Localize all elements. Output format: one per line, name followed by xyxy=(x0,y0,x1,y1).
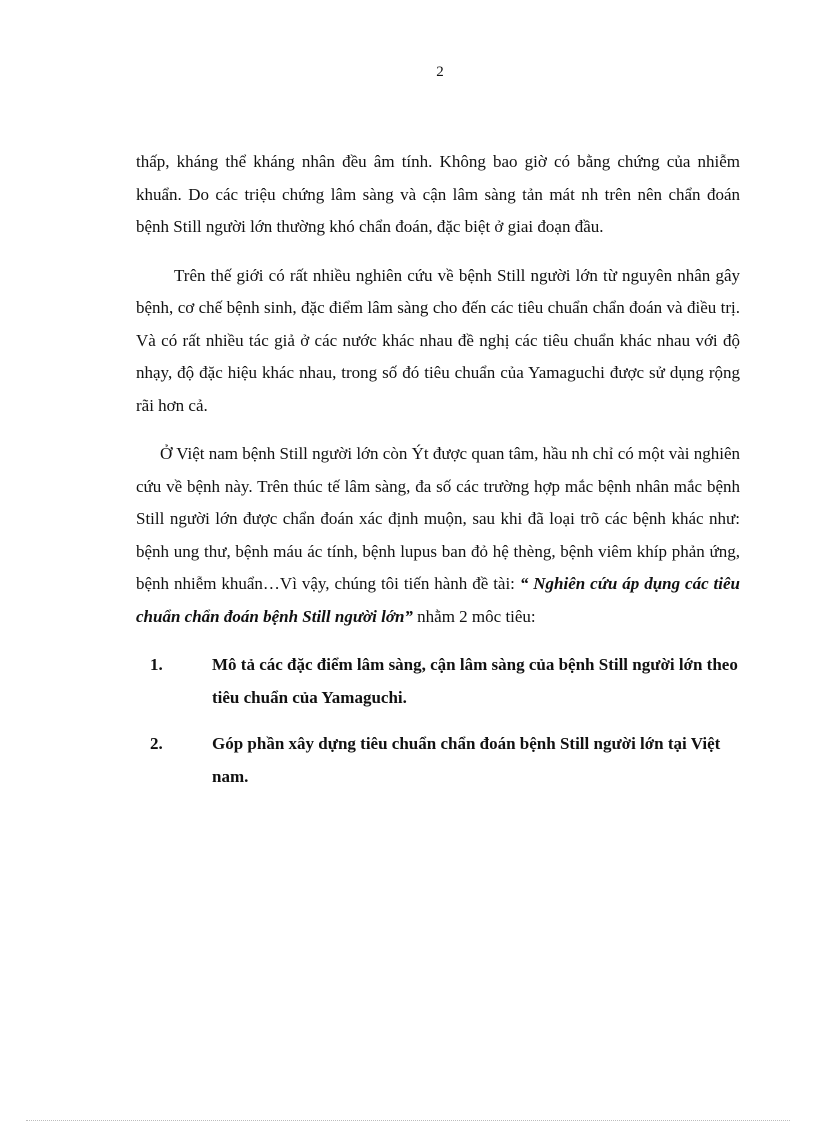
objective-text: Góp phần xây dựng tiêu chuẩn chẩn đoán bệnh Still người lớn tại Việt nam. xyxy=(212,734,721,786)
paragraph-vietnam-research xyxy=(136,438,740,633)
paragraph-text-after: nhằm 2 môc tiêu: xyxy=(412,606,536,626)
paragraph-continuation: thấp, kháng thể kháng nhân đều âm tính. Không bao giờ có bằng chứng của nhiễm khuẩn. Do các triệu chứng lâm sàng và cận lâm sàng tản mát nh trên nên chẩn đoán bệnh Still người lớn thường khó chẩn đoán, đặc biệt ở giai đoạn đầu. xyxy=(136,152,740,236)
page-number: 2 xyxy=(436,64,444,80)
paragraph-world-research: Trên thế giới có rất nhiều nghiên cứu về bệnh Still người lớn từ nguyên nhân gây bệnh, cơ chế bệnh sinh, đặc điểm lâm sàng cho đến các tiêu chuẩn chẩn đoán và điều trị. Và có rất nhiều tác giả ở các nước khác nhau đề nghị các tiêu chuẩn khác nhau với độ nhạy, độ đặc hiệu khác nhau, trong số đó tiêu chuẩn của Yamaguchi được sử dụng rộng rãi hơn cả. xyxy=(136,265,740,415)
study-title: “ Nghiên cứu áp dụng các tiêu chuẩn chẩn đoán bệnh Still người lớn” xyxy=(136,574,740,626)
objective-number: 1. xyxy=(150,655,163,674)
objectives-list xyxy=(136,649,740,793)
document-body xyxy=(136,146,740,807)
objective-number: 2. xyxy=(150,734,163,753)
objective-item xyxy=(136,649,740,714)
paragraph-text-before: Ở Việt nam bệnh Still người lớn còn Ýt được quan tâm, hầu nh chỉ có một vài nghiên cứu về bệnh này. Trên thúc tế lâm sàng, đa số các trường hợp mắc bệnh nhân mắc bệnh Still người lớn được chẩn đoán xác định muộn, sau khi đã loại trõ các bệnh khác như: bệnh ung thư, bệnh máu ác tính, bệnh lupus ban đỏ hệ thèng, bệnh viêm khíp phản ứng, bệnh nhiễm khuẩn…Vì vậy, chúng tôi tiến hành đề tài: xyxy=(136,444,740,593)
objective-item xyxy=(136,728,740,793)
page-bottom-divider xyxy=(26,1120,790,1121)
objective-text: Mô tả các đặc điểm lâm sàng, cận lâm sàng của bệnh Still người lớn theo tiêu chuẩn của Yamaguchi. xyxy=(212,655,738,707)
